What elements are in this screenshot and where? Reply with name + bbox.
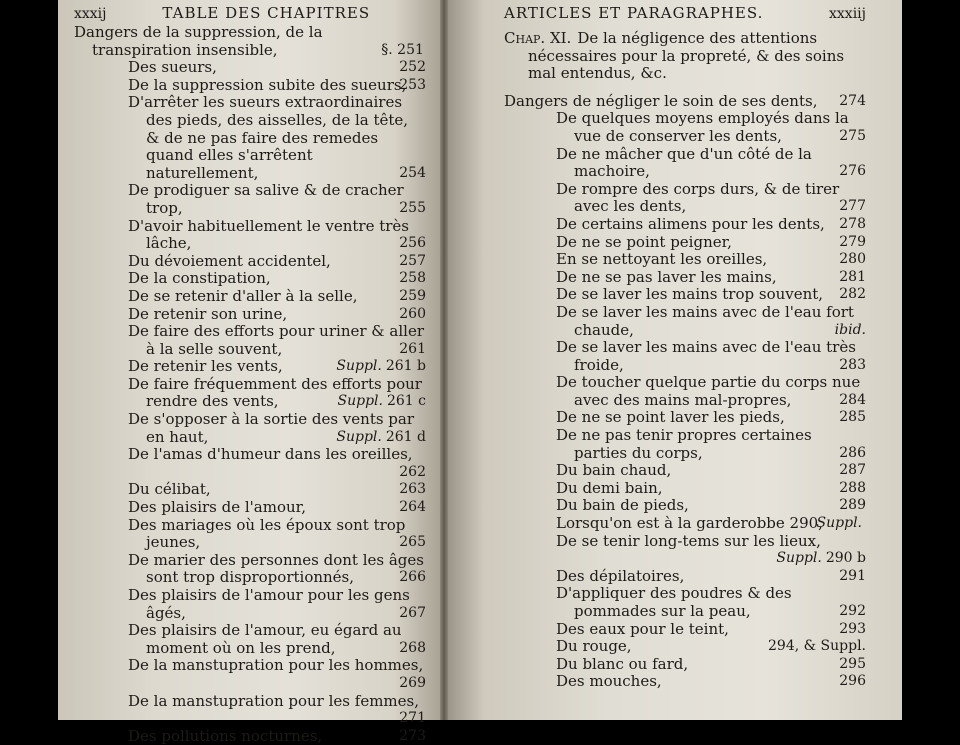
toc-entry	[74, 657, 426, 692]
toc-entry	[504, 181, 866, 216]
paragraph-number: ibid.	[834, 321, 866, 338]
paragraph-number: 291	[839, 567, 866, 584]
toc-entry-number	[399, 270, 426, 288]
toc-entry-number	[399, 569, 426, 587]
toc-entry-text: Des eaux pour le teint,	[556, 619, 729, 638]
toc-entry	[504, 251, 866, 269]
paragraph-number: 261 b	[385, 358, 426, 375]
toc-entry-text: De faire des efforts pour uriner & aller à la selle souvent,	[128, 322, 424, 358]
toc-entry-text: De rompre des corps durs, & de tirer avec les dents,	[556, 179, 840, 216]
paragraph-number: 258	[399, 270, 426, 287]
toc-entry-text: Des mouches,	[556, 672, 662, 691]
toc-entry-text: D'avoir habituellement le ventre très lâche,	[128, 216, 410, 253]
toc-entry	[74, 323, 426, 358]
toc-entry-number	[399, 639, 426, 658]
toc-entry	[74, 288, 426, 306]
toc-entry-text: De la suppression subite des sueurs,	[128, 75, 407, 94]
toc-entry-number	[839, 479, 866, 498]
toc-entry-number	[399, 499, 426, 517]
paragraph-number: 292	[839, 603, 866, 619]
toc-entry-number	[768, 638, 866, 656]
paragraph-number: 286	[839, 444, 866, 461]
toc-entry	[504, 234, 866, 252]
toc-entry-number	[839, 268, 866, 287]
toc-entry-text: De se tenir long-tems sur les lieux,	[556, 531, 821, 550]
toc-entry-number	[839, 286, 866, 304]
toc-entry-text: De retenir les vents,	[128, 357, 283, 376]
paragraph-number: 254	[399, 164, 426, 181]
toc-entry-number	[839, 620, 866, 639]
paragraph-number: 261 c	[386, 393, 426, 410]
toc-entry-text: De faire fréquemment des efforts pour rendre des vents,	[128, 374, 422, 411]
toc-entry	[74, 253, 426, 271]
toc-entry	[504, 638, 866, 656]
toc-entry	[504, 339, 866, 374]
toc-entry	[504, 480, 866, 498]
paragraph-number: 281	[839, 268, 866, 285]
toc-entry	[74, 218, 426, 253]
toc-entry-number	[399, 727, 426, 745]
paragraph-number: 277	[839, 198, 866, 215]
toc-entry-text: D'arrêter les sueurs extraordinaires des pieds, des aisselles, de la tête, & de ne pas faire des remedes quand elles s'arrêtent naturellement,	[128, 93, 409, 182]
left-running-head	[74, 4, 426, 24]
toc-entry-text: De ne se pas laver les mains,	[556, 267, 777, 286]
toc-entry-number	[399, 252, 426, 271]
toc-entry-text: Des mariages où les époux sont trop jeunes,	[128, 515, 406, 552]
toc-entry	[74, 728, 426, 745]
toc-entry-text: Du blanc ou fard,	[556, 654, 689, 673]
toc-entry	[74, 517, 426, 552]
toc-entry-text: De la constipation,	[128, 269, 271, 288]
left-page-number: xxxij	[74, 6, 107, 22]
paragraph-number: 253	[399, 76, 426, 93]
paragraph-number: 296	[839, 673, 866, 690]
chapter-label: Chap. XI.	[504, 29, 572, 47]
toc-entry-text: De ne pas tenir propres certaines parties du corps,	[556, 426, 812, 462]
supplement-marker: Suppl.	[337, 393, 383, 410]
toc-entry	[74, 182, 426, 217]
toc-entry-number	[399, 710, 426, 728]
toc-entry	[504, 374, 866, 409]
toc-entry-text: Du célibat,	[128, 480, 211, 499]
paragraph-number: 275	[839, 127, 866, 144]
paragraph-number: 271	[399, 710, 426, 727]
left-page	[58, 0, 440, 745]
toc-entry	[504, 409, 866, 427]
toc-entry-number	[839, 409, 866, 427]
toc-entry-text: De toucher quelque partie du corps nue avec des mains mal-propres,	[556, 373, 861, 409]
paragraph-number: 261 d	[385, 428, 426, 445]
paragraph-number: 259	[399, 287, 426, 304]
paragraph-number: 265	[399, 534, 426, 551]
toc-entry-number	[776, 550, 866, 568]
toc-entry-text: De retenir son urine,	[128, 304, 288, 323]
toc-entry-text: De ne se point laver les pieds,	[556, 408, 785, 427]
left-entries-list	[74, 24, 426, 745]
paragraph-number: 260	[399, 305, 426, 322]
toc-entry	[74, 270, 426, 288]
toc-entry-text: De l'amas d'humeur dans les oreilles,	[128, 445, 413, 464]
toc-entry-text: De la manstupration pour les hommes,	[128, 656, 424, 675]
toc-entry	[504, 656, 866, 674]
toc-entry-number	[399, 305, 426, 324]
toc-entry	[74, 693, 426, 728]
toc-entry-text: De ne se point peigner,	[556, 232, 732, 251]
paragraph-number: 269	[399, 674, 426, 691]
toc-entry-text: De la manstupration pour les femmes,	[128, 691, 419, 710]
toc-entry-number	[839, 163, 866, 181]
toc-entry-number	[834, 321, 866, 340]
toc-entry-text: De se laver les mains avec de l'eau fort chaude,	[556, 302, 854, 339]
toc-entry-number	[839, 567, 866, 586]
toc-entry-text: D'appliquer des poudres & des pommades sur la peau,	[556, 584, 792, 620]
paragraph-number: 285	[839, 409, 866, 426]
toc-entry-number	[839, 462, 866, 480]
toc-entry-number	[839, 391, 866, 410]
toc-entry-text: Des plaisirs de l'amour pour les gens âgés,	[128, 586, 410, 622]
paragraph-number: §. 251	[381, 41, 424, 58]
toc-entry-number	[839, 673, 866, 691]
toc-entry-number	[399, 59, 426, 77]
toc-entry-number	[381, 41, 426, 60]
toc-entry-text: Du dévoiement accidentel,	[128, 251, 331, 270]
supplement-marker: Suppl.	[816, 515, 862, 532]
toc-entry-text: Des dépilatoires,	[556, 566, 685, 585]
supplement-marker: Suppl.	[336, 358, 382, 375]
toc-entry-text: De quelques moyens employés dans la vue de conserver les dents,	[556, 109, 849, 145]
paragraph-number: 274	[839, 92, 866, 109]
toc-entry	[504, 286, 866, 304]
paragraph-number: 293	[839, 620, 866, 637]
toc-entry	[504, 497, 866, 515]
paragraph-number: 256	[399, 235, 426, 252]
toc-entry	[74, 94, 426, 182]
toc-entry-text: De se laver les mains trop souvent,	[556, 285, 824, 304]
toc-entry-number	[336, 358, 426, 376]
paragraph-number: 288	[839, 479, 866, 496]
right-running-title: ARTICLES ET PARAGRAPHES.	[504, 4, 764, 22]
paragraph-number: 266	[399, 569, 426, 586]
toc-entry-number	[399, 340, 426, 359]
toc-entry	[504, 533, 866, 568]
toc-entry-number	[337, 393, 426, 411]
toc-entry	[504, 427, 866, 462]
toc-entry	[504, 304, 866, 339]
toc-entry-number	[399, 235, 426, 253]
toc-entry-text: Dangers de négliger le soin de ses dents,	[504, 91, 818, 110]
toc-entry-number	[839, 356, 866, 375]
toc-entry	[74, 77, 426, 95]
toc-entry-number	[839, 198, 866, 216]
toc-entry	[74, 306, 426, 324]
toc-entry-text: Des sueurs,	[128, 58, 217, 77]
toc-entry	[74, 446, 426, 481]
toc-entry	[504, 673, 866, 691]
toc-entry	[74, 59, 426, 77]
toc-entry	[504, 216, 866, 234]
paragraph-number: 289	[839, 497, 866, 514]
paragraph-number: 263	[399, 481, 426, 498]
toc-entry-number	[399, 287, 426, 306]
paragraph-number: 267	[399, 604, 426, 621]
toc-entry	[504, 146, 866, 181]
toc-entry-number	[399, 674, 426, 693]
toc-entry	[504, 515, 866, 533]
toc-entry	[504, 585, 866, 620]
toc-entry	[74, 499, 426, 517]
paragraph-number: 262	[399, 463, 426, 480]
paragraph-number: 280	[839, 251, 866, 268]
left-running-title: TABLE DES CHAPITRES	[162, 4, 371, 22]
toc-entry-number	[839, 251, 866, 269]
toc-entry	[74, 411, 426, 446]
paragraph-number: 261	[399, 340, 426, 357]
toc-entry-number	[399, 76, 426, 95]
toc-entry-text: Des plaisirs de l'amour, eu égard au moment où on les prend,	[128, 621, 402, 657]
paragraph-number: 278	[839, 215, 866, 232]
toc-entry-text: De se laver les mains avec de l'eau très froide,	[556, 338, 856, 374]
paragraph-number: 282	[839, 286, 866, 303]
toc-entry-text: Lorsqu'on est à la garderobbe 290,	[556, 514, 823, 533]
right-running-head	[504, 4, 866, 24]
toc-entry-text: De prodiguer sa salive & de cracher trop,	[128, 181, 404, 217]
toc-entry	[504, 621, 866, 639]
paragraph-number: 255	[399, 199, 426, 216]
toc-entry-number	[839, 497, 866, 515]
toc-entry	[74, 481, 426, 499]
toc-entry-text: De certains alimens pour les dents,	[556, 214, 825, 233]
paragraph-number: 287	[839, 462, 866, 479]
right-entries-list	[504, 93, 866, 691]
toc-entry-number	[399, 463, 426, 482]
toc-entry-text: De se retenir d'aller à la selle,	[128, 286, 358, 305]
toc-entry-number	[839, 603, 866, 621]
paragraph-number: 294, & Suppl.	[768, 638, 866, 655]
toc-entry	[74, 376, 426, 411]
toc-entry-text: Des plaisirs de l'amour,	[128, 498, 306, 517]
toc-entry	[504, 462, 866, 480]
toc-entry	[74, 552, 426, 587]
toc-entry	[74, 587, 426, 622]
chapter-title: De la négligence des attentions nécessaires pour la propreté, & des soins mal entendus, &c.	[528, 29, 845, 83]
right-page	[448, 0, 902, 720]
toc-entry-number	[839, 444, 866, 463]
toc-entry-number	[399, 164, 426, 183]
paragraph-number: 283	[839, 356, 866, 373]
supplement-marker: Suppl.	[336, 428, 382, 445]
toc-entry-text: Du demi bain,	[556, 478, 663, 497]
paragraph-number: 273	[399, 727, 426, 744]
toc-entry-text: De s'opposer à la sortie des vents par en haut,	[128, 410, 415, 446]
toc-entry-text: Des pollutions nocturnes,	[128, 726, 323, 745]
paragraph-number: 252	[399, 59, 426, 76]
toc-entry-number	[839, 127, 866, 146]
right-page-number: xxxiij	[829, 6, 866, 22]
toc-entry-text: Dangers de la suppression, de la transpiration insensible,	[74, 23, 323, 59]
toc-entry-number	[839, 655, 866, 674]
paragraph-number: 257	[399, 252, 426, 269]
toc-entry-text: Du bain de pieds,	[556, 496, 689, 515]
toc-entry-number	[816, 515, 866, 533]
toc-entry-number	[399, 534, 426, 552]
paragraph-number: 264	[399, 499, 426, 516]
toc-entry	[74, 358, 426, 376]
toc-entry-text: De marier des personnes dont les âges sont trop disproportionnés,	[128, 550, 424, 587]
paragraph-number: 276	[839, 163, 866, 180]
toc-entry-number	[839, 233, 866, 252]
toc-entry	[504, 568, 866, 586]
toc-entry-text: En se nettoyant les oreilles,	[556, 250, 768, 269]
toc-entry-number	[839, 92, 866, 111]
toc-entry	[504, 110, 866, 145]
open-book	[58, 0, 902, 745]
toc-entry	[74, 622, 426, 657]
toc-entry-text: Du rouge,	[556, 637, 632, 656]
toc-entry-text: Du bain chaud,	[556, 461, 672, 480]
toc-entry-number	[399, 199, 426, 218]
paragraph-number: 290 b	[825, 550, 866, 567]
toc-entry-number	[399, 604, 426, 623]
toc-entry-text: De ne mâcher que d'un côté de la machoire,	[556, 144, 812, 181]
paragraph-number: 284	[839, 391, 866, 408]
toc-entry-number	[399, 481, 426, 499]
paragraph-number: 295	[839, 655, 866, 672]
paragraph-number: 268	[399, 639, 426, 656]
book-gutter	[440, 0, 448, 720]
toc-entry	[504, 93, 866, 111]
toc-entry-number	[839, 215, 866, 234]
toc-entry-number	[336, 428, 426, 447]
paragraph-number: 279	[839, 233, 866, 250]
supplement-marker: Suppl.	[776, 550, 822, 567]
toc-entry	[504, 269, 866, 287]
chapter-heading	[504, 30, 866, 83]
toc-entry	[74, 24, 426, 59]
